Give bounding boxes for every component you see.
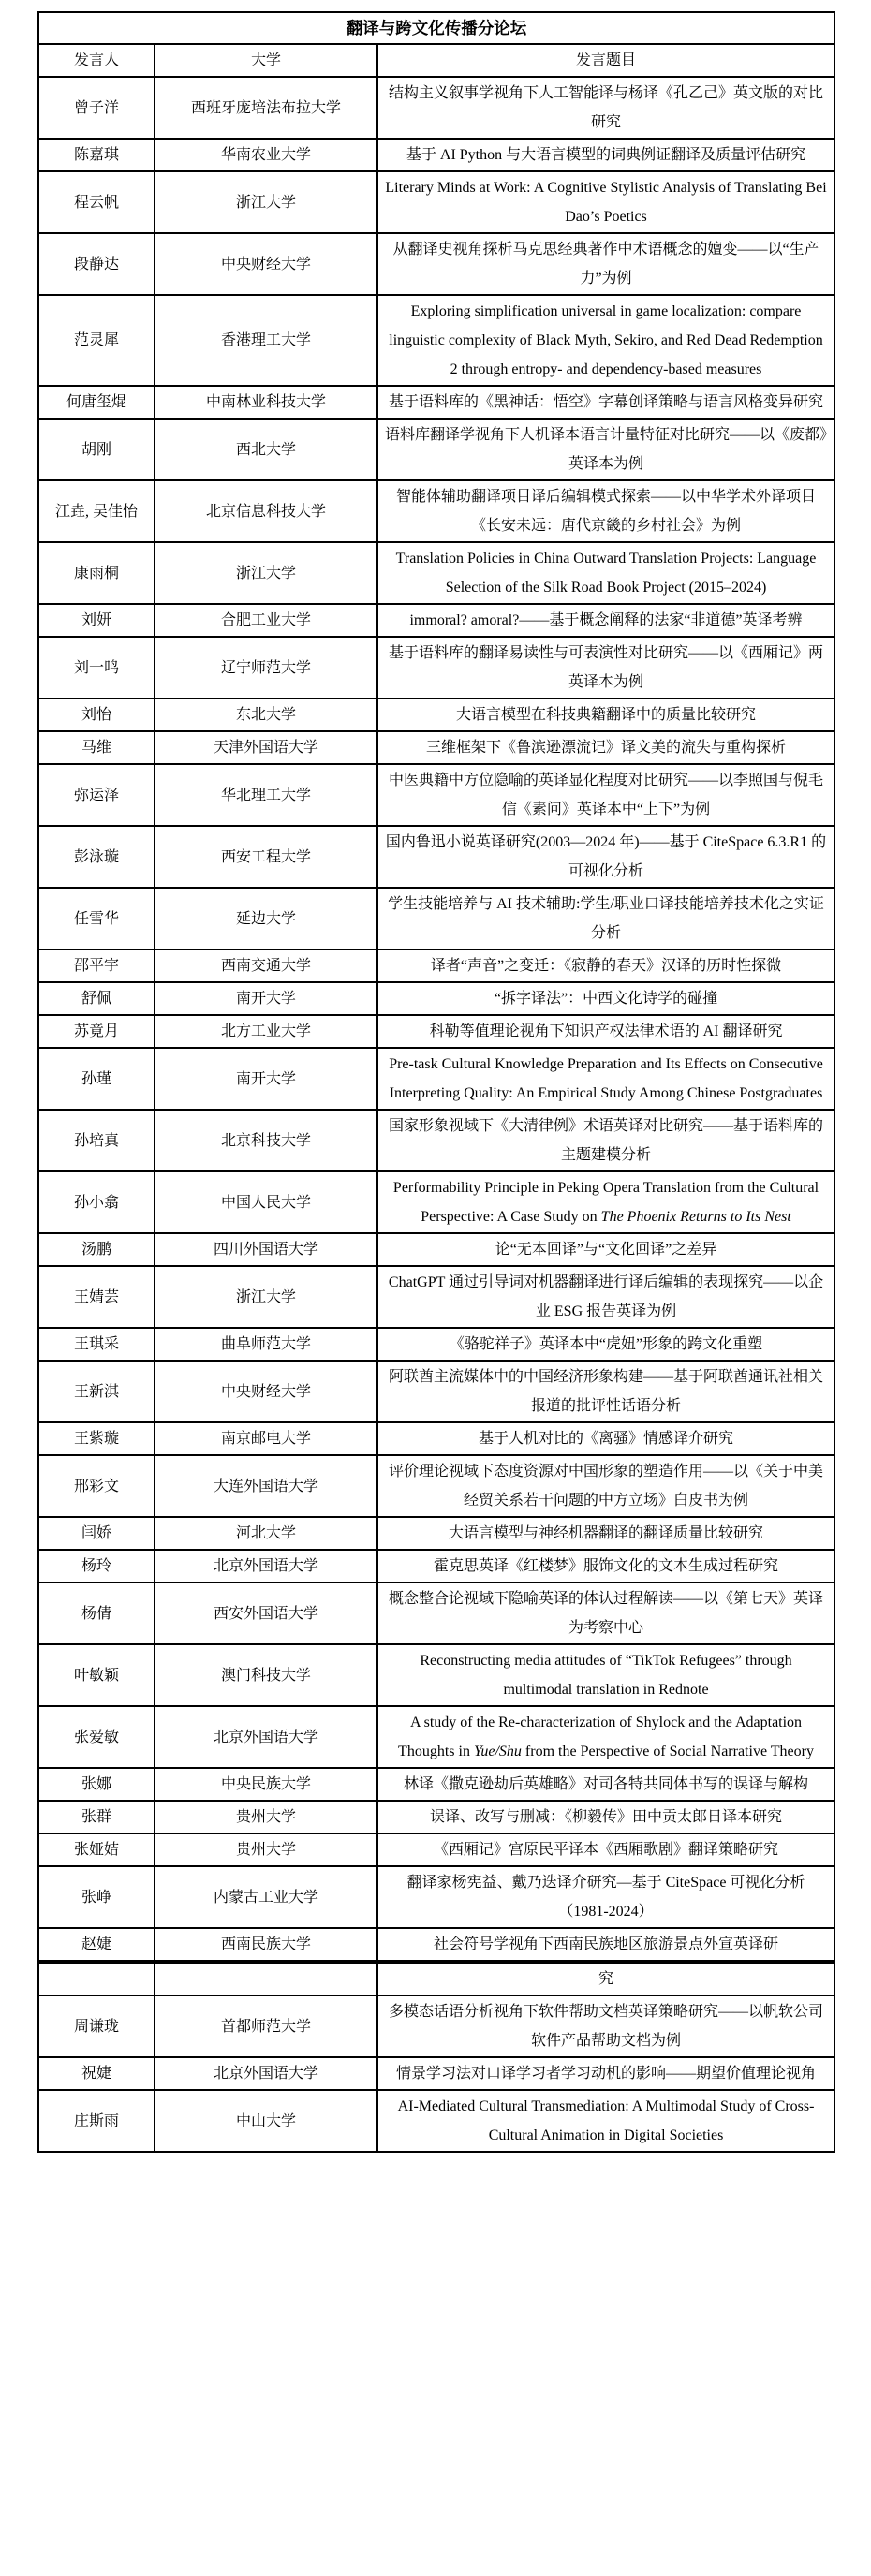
speaker-cell: 苏竟月 xyxy=(38,1015,155,1048)
speaker-cell: 弥运泽 xyxy=(38,764,155,826)
table-row xyxy=(38,888,834,949)
table-row xyxy=(38,604,834,637)
university-cell: 北京科技大学 xyxy=(155,1110,377,1171)
table-row xyxy=(38,982,834,1015)
topic-cell: 误译、改写与删减：《柳毅传》田中贡太郎日译本研究 xyxy=(377,1801,834,1833)
university-cell: 中央财经大学 xyxy=(155,233,377,295)
table-row xyxy=(38,1833,834,1866)
table-row xyxy=(38,386,834,419)
university-cell: 西南交通大学 xyxy=(155,949,377,982)
table-row xyxy=(38,1233,834,1266)
speaker-cell: 彭泳璇 xyxy=(38,826,155,888)
column-header-university: 大学 xyxy=(155,44,377,77)
university-cell: 东北大学 xyxy=(155,699,377,731)
table-row xyxy=(38,1644,834,1706)
topic-cell: 评价理论视域下态度资源对中国形象的塑造作用——以《关于中美经贸关系若干问题的中方立场》白皮书为例 xyxy=(377,1455,834,1517)
table-row xyxy=(38,1048,834,1110)
speaker-cell: 何唐玺焜 xyxy=(38,386,155,419)
topic-cell: 国内鲁迅小说英译研究(2003—2024 年)——基于 CiteSpace 6.3.R1 的可视化分析 xyxy=(377,826,834,888)
speaker-cell: 张群 xyxy=(38,1801,155,1833)
topic-cell: 林译《撒克逊劫后英雄略》对司各特共同体书写的误译与解构 xyxy=(377,1768,834,1801)
topic-cell: 基于语料库的翻译易读性与可表演性对比研究——以《西厢记》两英译本为例 xyxy=(377,637,834,699)
university-cell: 贵州大学 xyxy=(155,1833,377,1866)
topic-cell: 霍克思英译《红楼梦》服饰文化的文本生成过程研究 xyxy=(377,1550,834,1582)
speaker-cell: 杨倩 xyxy=(38,1582,155,1644)
table-row xyxy=(38,419,834,480)
table-row xyxy=(38,139,834,171)
table-row-continuation xyxy=(38,1962,834,1995)
table-row xyxy=(38,295,834,386)
university-cell: 中南林业科技大学 xyxy=(155,386,377,419)
table-row xyxy=(38,637,834,699)
university-cell: 中央财经大学 xyxy=(155,1361,377,1422)
table-row xyxy=(38,233,834,295)
topic-cell: 结构主义叙事学视角下人工智能译与杨译《孔乙己》英文版的对比研究 xyxy=(377,77,834,139)
topic-cell: 语料库翻译学视角下人机译本语言计量特征对比研究——以《废都》英译本为例 xyxy=(377,419,834,480)
university-cell: 北京外国语大学 xyxy=(155,2057,377,2090)
table-row xyxy=(38,1550,834,1582)
speaker-cell: 张峥 xyxy=(38,1866,155,1928)
university-cell: 大连外国语大学 xyxy=(155,1455,377,1517)
speaker-cell: 舒佩 xyxy=(38,982,155,1015)
speaker-cell: 程云帆 xyxy=(38,171,155,233)
topic-cell: 翻译家杨宪益、戴乃迭译介研究—基于 CiteSpace 可视化分析（1981-2024） xyxy=(377,1866,834,1928)
university-cell: 西南民族大学 xyxy=(155,1928,377,1962)
topic-cell: immoral? amoral?——基于概念阐释的法家“非道德”英译考辨 xyxy=(377,604,834,637)
topic-cell: 基于人机对比的《离骚》情感译介研究 xyxy=(377,1422,834,1455)
topic-cell: 国家形象视域下《大清律例》术语英译对比研究——基于语料库的主题建模分析 xyxy=(377,1110,834,1171)
table-row xyxy=(38,1768,834,1801)
speaker-cell: 段静达 xyxy=(38,233,155,295)
university-cell: 澳门科技大学 xyxy=(155,1644,377,1706)
university-cell: 西安工程大学 xyxy=(155,826,377,888)
speaker-cell: 庄斯雨 xyxy=(38,2090,155,2152)
speaker-cell: 任雪华 xyxy=(38,888,155,949)
speaker-cell: 汤鹏 xyxy=(38,1233,155,1266)
speaker-cell: 马维 xyxy=(38,731,155,764)
topic-cell: 科勒等值理论视角下知识产权法律术语的 AI 翻译研究 xyxy=(377,1015,834,1048)
university-cell: 延边大学 xyxy=(155,888,377,949)
speaker-cell: 邵平宇 xyxy=(38,949,155,982)
table-row xyxy=(38,699,834,731)
speaker-cell: 王紫璇 xyxy=(38,1422,155,1455)
topic-cell: 多模态话语分析视角下软件帮助文档英译策略研究——以帆软公司软件产品帮助文档为例 xyxy=(377,1995,834,2057)
university-cell: 北京信息科技大学 xyxy=(155,480,377,542)
column-header-speaker: 发言人 xyxy=(38,44,155,77)
university-cell: 华北理工大学 xyxy=(155,764,377,826)
topic-cell: 学生技能培养与 AI 技术辅助:学生/职业口译技能培养技术化之实证分析 xyxy=(377,888,834,949)
topic-cell: 阿联酋主流媒体中的中国经济形象构建——基于阿联酋通讯社相关报道的批评性话语分析 xyxy=(377,1361,834,1422)
table-row xyxy=(38,542,834,604)
university-cell: 浙江大学 xyxy=(155,171,377,233)
speaker-cell: 孙小翕 xyxy=(38,1171,155,1233)
table-row xyxy=(38,1455,834,1517)
topic-cell: 社会符号学视角下西南民族地区旅游景点外宣英译研 xyxy=(377,1928,834,1962)
table-row xyxy=(38,1866,834,1928)
topic-cell: 《骆驼祥子》英译本中“虎妞”形象的跨文化重塑 xyxy=(377,1328,834,1361)
university-cell: 南开大学 xyxy=(155,1048,377,1110)
university-cell: 合肥工业大学 xyxy=(155,604,377,637)
university-cell: 中国人民大学 xyxy=(155,1171,377,1233)
topic-cell: 究 xyxy=(377,1962,834,1995)
topic-cell: 基于 AI Python 与大语言模型的词典例证翻译及质量评估研究 xyxy=(377,139,834,171)
topic-cell: 大语言模型与神经机器翻译的翻译质量比较研究 xyxy=(377,1517,834,1550)
speaker-cell xyxy=(38,1962,155,1995)
university-cell: 河北大学 xyxy=(155,1517,377,1550)
table-row xyxy=(38,1582,834,1644)
topic-cell: 从翻译史视角探析马克思经典著作中术语概念的嬗变——以“生产力”为例 xyxy=(377,233,834,295)
table-row xyxy=(38,1328,834,1361)
university-cell: 浙江大学 xyxy=(155,542,377,604)
topic-cell: Exploring simplification universal in game localization: compare linguistic complexity of Black Myth, Sekiro, and Red Dead Redemption 2 through entropy- and dependency-based measures xyxy=(377,295,834,386)
university-cell: 北京外国语大学 xyxy=(155,1550,377,1582)
table-row xyxy=(38,1517,834,1550)
table-row xyxy=(38,2090,834,2152)
topic-cell: AI-Mediated Cultural Transmediation: A Multimodal Study of Cross-Cultural Animation in Digital Societies xyxy=(377,2090,834,2152)
speaker-cell: 曾子洋 xyxy=(38,77,155,139)
university-cell: 中山大学 xyxy=(155,2090,377,2152)
speaker-cell: 范灵犀 xyxy=(38,295,155,386)
speaker-cell: 张娅姞 xyxy=(38,1833,155,1866)
university-cell: 内蒙古工业大学 xyxy=(155,1866,377,1928)
university-cell: 辽宁师范大学 xyxy=(155,637,377,699)
university-cell: 华南农业大学 xyxy=(155,139,377,171)
speaker-cell: 陈嘉琪 xyxy=(38,139,155,171)
topic-cell: 译者“声音”之变迁：《寂静的春天》汉译的历时性探微 xyxy=(377,949,834,982)
topic-cell: Reconstructing media attitudes of “TikTok Refugees” through multimodal translation in Rednote xyxy=(377,1644,834,1706)
university-cell: 南京邮电大学 xyxy=(155,1422,377,1455)
university-cell: 四川外国语大学 xyxy=(155,1233,377,1266)
topic-cell: 基于语料库的《黑神话：悟空》字幕创译策略与语言风格变异研究 xyxy=(377,386,834,419)
speaker-cell: 王婧芸 xyxy=(38,1266,155,1328)
table-row xyxy=(38,1928,834,1962)
topic-cell: 大语言模型在科技典籍翻译中的质量比较研究 xyxy=(377,699,834,731)
table-row xyxy=(38,1266,834,1328)
speaker-cell: 张爱敏 xyxy=(38,1706,155,1768)
topic-cell: 情景学习法对口译学习者学习动机的影响——期望价值理论视角 xyxy=(377,2057,834,2090)
speaker-cell: 刘妍 xyxy=(38,604,155,637)
topic-cell: 智能体辅助翻译项目译后编辑模式探索——以中华学术外译项目《长安未远：唐代京畿的乡村社会》为例 xyxy=(377,480,834,542)
speaker-cell: 张娜 xyxy=(38,1768,155,1801)
speaker-cell: 祝婕 xyxy=(38,2057,155,2090)
speaker-cell: 邢彩文 xyxy=(38,1455,155,1517)
speaker-cell: 刘怡 xyxy=(38,699,155,731)
university-cell: 北京外国语大学 xyxy=(155,1706,377,1768)
topic-cell: Translation Policies in China Outward Translation Projects: Language Selection of the Silk Road Book Project (2015–2024) xyxy=(377,542,834,604)
table-row xyxy=(38,1015,834,1048)
topic-cell: ChatGPT 通过引导词对机器翻译进行译后编辑的表现探究——以企业 ESG 报告英译为例 xyxy=(377,1266,834,1328)
speaker-cell: 胡刚 xyxy=(38,419,155,480)
topic-cell: 三维框架下《鲁滨逊漂流记》译文美的流失与重构探析 xyxy=(377,731,834,764)
university-cell: 南开大学 xyxy=(155,982,377,1015)
university-cell: 西班牙庞培法布拉大学 xyxy=(155,77,377,139)
university-cell: 贵州大学 xyxy=(155,1801,377,1833)
speaker-cell: 杨玲 xyxy=(38,1550,155,1582)
university-cell: 北方工业大学 xyxy=(155,1015,377,1048)
table-title-row xyxy=(38,12,834,44)
university-cell xyxy=(155,1962,377,1995)
forum-table xyxy=(37,11,835,2153)
table-row xyxy=(38,1361,834,1422)
topic-cell: 《西厢记》宫原民平译本《西厢歌剧》翻译策略研究 xyxy=(377,1833,834,1866)
topic-cell: 论“无本回译”与“文化回译”之差异 xyxy=(377,1233,834,1266)
table-row xyxy=(38,77,834,139)
table-row xyxy=(38,1995,834,2057)
topic-cell: A study of the Re-characterization of Shylock and the Adaptation Thoughts in Yue/Shu from the Perspective of Social Narrative Theory xyxy=(377,1706,834,1768)
speaker-cell: 孙培真 xyxy=(38,1110,155,1171)
university-cell: 香港理工大学 xyxy=(155,295,377,386)
speaker-cell: 江垚, 吴佳怡 xyxy=(38,480,155,542)
table-header-row xyxy=(38,44,834,77)
table-row xyxy=(38,1706,834,1768)
speaker-cell: 孙瑾 xyxy=(38,1048,155,1110)
speaker-cell: 闫娇 xyxy=(38,1517,155,1550)
speaker-cell: 叶敏颖 xyxy=(38,1644,155,1706)
university-cell: 首都师范大学 xyxy=(155,1995,377,2057)
table-row xyxy=(38,764,834,826)
topic-cell: Literary Minds at Work: A Cognitive Stylistic Analysis of Translating Bei Dao’s Poetics xyxy=(377,171,834,233)
speaker-cell: 刘一鸣 xyxy=(38,637,155,699)
speaker-cell: 康雨桐 xyxy=(38,542,155,604)
university-cell: 西安外国语大学 xyxy=(155,1582,377,1644)
speaker-cell: 周谦珑 xyxy=(38,1995,155,2057)
speaker-cell: 王琪采 xyxy=(38,1328,155,1361)
topic-cell: Performability Principle in Peking Opera Translation from the Cultural Perspective: A Case Study on The Phoenix Returns to Its Nest xyxy=(377,1171,834,1233)
topic-cell: 中医典籍中方位隐喻的英译显化程度对比研究——以李照国与倪毛信《素问》英译本中“上下”为例 xyxy=(377,764,834,826)
topic-cell: “拆字译法”：中西文化诗学的碰撞 xyxy=(377,982,834,1015)
table-row xyxy=(38,1801,834,1833)
table-row xyxy=(38,1422,834,1455)
table-row xyxy=(38,1110,834,1171)
university-cell: 曲阜师范大学 xyxy=(155,1328,377,1361)
table-row xyxy=(38,480,834,542)
topic-cell: 概念整合论视域下隐喻英译的体认过程解读——以《第七天》英译为考察中心 xyxy=(377,1582,834,1644)
university-cell: 天津外国语大学 xyxy=(155,731,377,764)
table-body xyxy=(38,77,834,2152)
table-row xyxy=(38,171,834,233)
university-cell: 西北大学 xyxy=(155,419,377,480)
topic-cell: Pre-task Cultural Knowledge Preparation and Its Effects on Consecutive Interpreting Quality: An Empirical Study Among Chinese Postgraduates xyxy=(377,1048,834,1110)
speaker-cell: 王新淇 xyxy=(38,1361,155,1422)
page-title: 翻译与跨文化传播分论坛 xyxy=(38,12,834,44)
speaker-cell: 赵婕 xyxy=(38,1928,155,1962)
table-row xyxy=(38,826,834,888)
university-cell: 浙江大学 xyxy=(155,1266,377,1328)
table-row xyxy=(38,949,834,982)
table-row xyxy=(38,2057,834,2090)
university-cell: 中央民族大学 xyxy=(155,1768,377,1801)
table-row xyxy=(38,1171,834,1233)
column-header-topic: 发言题目 xyxy=(377,44,834,77)
table-row xyxy=(38,731,834,764)
